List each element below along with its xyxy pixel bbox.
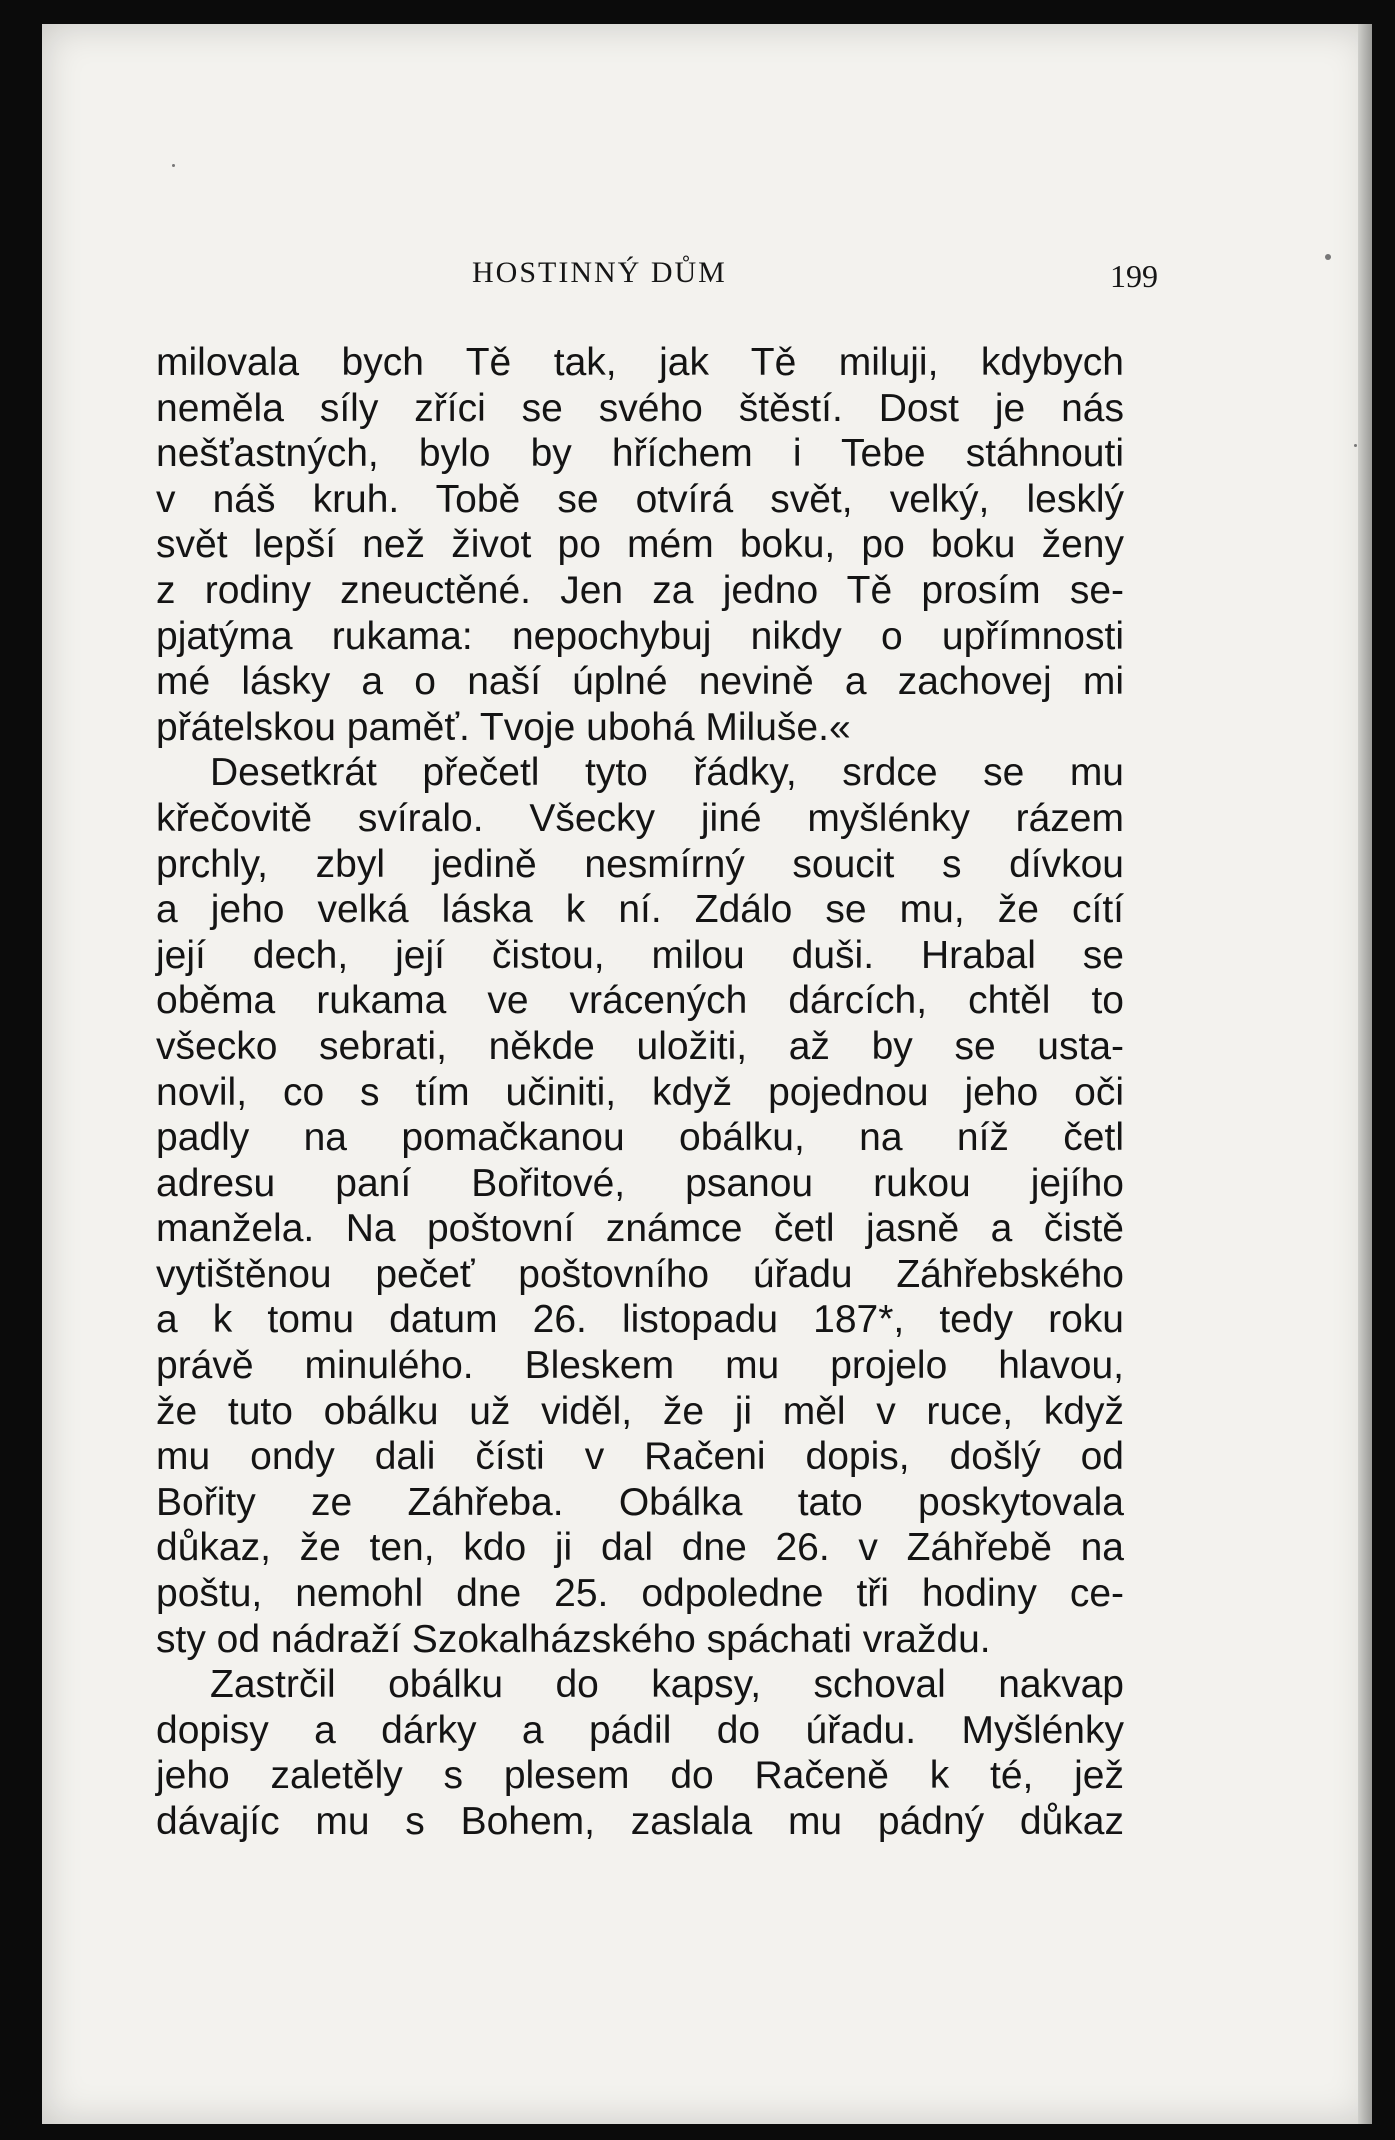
text-line: její dech, její čistou, milou duši. Hrabal se xyxy=(156,933,1124,977)
text-line: křečovitě svíralo. Všecky jiné myšlénky rázem xyxy=(156,796,1124,840)
text-line: důkaz, že ten, kdo ji dal dne 26. v Záhřebě na xyxy=(156,1526,1124,1570)
running-head xyxy=(42,256,1372,296)
text-line: Zastrčil obálku do kapsy, schoval nakvap xyxy=(210,1663,1124,1707)
text-line: všecko sebrati, někde uložiti, až by se usta- xyxy=(156,1024,1124,1068)
page-number: 199 xyxy=(1110,258,1158,294)
text-line: oběma rukama ve vrácených dárcích, chtěl to xyxy=(156,979,1124,1023)
page-edge xyxy=(1358,24,1372,2124)
text-line: v náš kruh. Tobě se otvírá svět, velký, lesklý xyxy=(156,477,1124,521)
text-line: neměla síly zříci se svého štěstí. Dost je nás xyxy=(156,386,1124,430)
scan-speck xyxy=(1354,444,1357,447)
text-line: sty od nádraží Szokalházského spáchati vraždu. xyxy=(156,1617,991,1661)
text-line: že tuto obálku už viděl, že ji měl v ruce, když xyxy=(156,1389,1124,1433)
text-line: právě minulého. Bleskem mu projelo hlavou, xyxy=(156,1344,1124,1388)
text-line: Bořity ze Záhřeba. Obálka tato poskytovala xyxy=(156,1480,1124,1524)
text-line: a k tomu datum 26. listopadu 187*, tedy roku xyxy=(156,1298,1124,1342)
text-line: a jeho velká láska k ní. Zdálo se mu, že cítí xyxy=(156,888,1124,932)
text-line: milovala bych Tě tak, jak Tě miluji, kdybych xyxy=(156,341,1124,384)
text-line: mé lásky a o naší úplné nevině a zachovej mi xyxy=(156,660,1124,704)
text-line: svět lepší než život po mém boku, po boku ženy xyxy=(156,523,1124,567)
scan-speck xyxy=(172,164,175,167)
text-line: nešťastných, bylo by hříchem i Tebe stáhnouti xyxy=(156,432,1124,476)
text-line: jeho zaletěly s plesem do Račeně k té, jež xyxy=(156,1754,1124,1798)
text-line: přátelskou paměť. Tvoje ubohá Miluše.« xyxy=(156,705,851,749)
text-line: dávajíc mu s Bohem, zaslala mu pádný důkaz xyxy=(156,1800,1124,1843)
text-line: novil, co s tím učiniti, když pojednou jeho oči xyxy=(156,1070,1124,1114)
text-line: z rodiny zneuctěné. Jen za jedno Tě prosím se- xyxy=(156,568,1124,612)
text-line: pjatýma rukama: nepochybuj nikdy o upřímnosti xyxy=(156,614,1124,658)
text-line: adresu paní Bořitové, psanou rukou jejího xyxy=(156,1161,1124,1205)
book-page xyxy=(42,24,1372,2124)
text-line: manžela. Na poštovní známce četl jasně a čistě xyxy=(156,1207,1124,1251)
text-line: prchly, zbyl jedině nesmírný soucit s dívkou xyxy=(156,842,1124,886)
running-head-title: HOSTINNÝ DŮM xyxy=(472,256,727,289)
body-text xyxy=(156,340,1124,1845)
text-line: vytištěnou pečeť poštovního úřadu Záhřebského xyxy=(156,1252,1124,1296)
text-line: mu ondy dali čísti v Račeni dopis, došlý od xyxy=(156,1435,1124,1479)
text-line: Desetkrát přečetl tyto řádky, srdce se mu xyxy=(210,751,1124,795)
text-line: dopisy a dárky a pádil do úřadu. Myšlénky xyxy=(156,1708,1124,1752)
text-line: poštu, nemohl dne 25. odpoledne tři hodiny ce- xyxy=(156,1572,1124,1616)
text-line: padly na pomačkanou obálku, na níž četl xyxy=(156,1116,1124,1160)
